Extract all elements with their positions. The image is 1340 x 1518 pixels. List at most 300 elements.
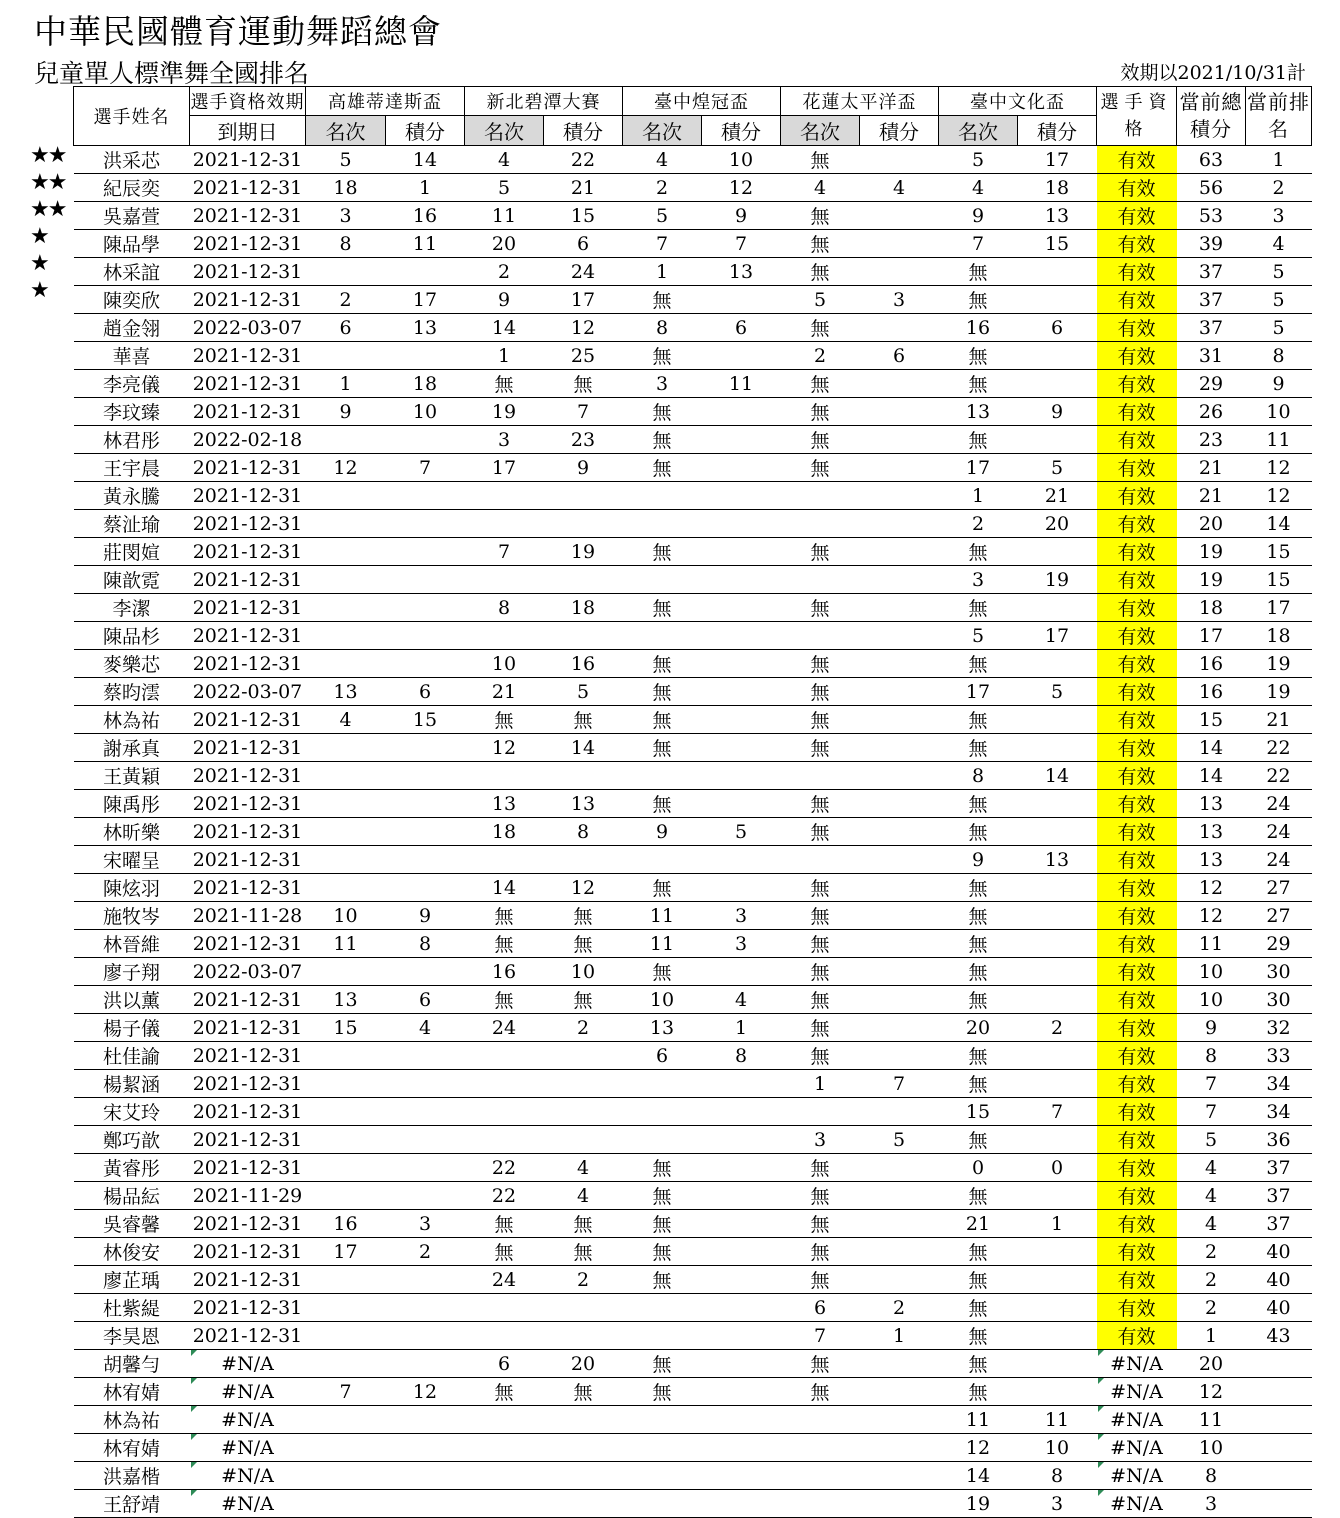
player-name: 杜紫緹 [74, 1294, 190, 1322]
competition-rank [306, 734, 386, 762]
competition-points [1018, 790, 1097, 818]
header-points: 積分 [386, 116, 465, 146]
qualification-status: 有效 [1097, 958, 1177, 986]
qualification-status: 有效 [1097, 622, 1177, 650]
competition-rank: 2 [623, 174, 702, 202]
competition-rank: 無 [623, 286, 702, 314]
competition-rank: 8 [623, 314, 702, 342]
header-competition-1: 高雄蒂達斯盃 [306, 87, 465, 116]
competition-rank: 無 [939, 594, 1018, 622]
competition-rank [306, 1434, 386, 1462]
competition-points [860, 1042, 939, 1070]
player-name: 洪以薰 [74, 986, 190, 1014]
competition-points [1018, 1238, 1097, 1266]
competition-points: 無 [544, 706, 623, 734]
competition-rank: 15 [939, 1098, 1018, 1126]
competition-rank [465, 1042, 544, 1070]
competition-points: 無 [544, 930, 623, 958]
table-row [74, 482, 1312, 510]
competition-rank [465, 482, 544, 510]
page-title: 中華民國體育運動舞蹈總會 [34, 12, 442, 51]
competition-points [702, 1490, 781, 1518]
competition-rank: 無 [781, 650, 860, 678]
competition-points: 3 [860, 286, 939, 314]
competition-points: 6 [386, 986, 465, 1014]
total-points: 10 [1177, 986, 1246, 1014]
expiry-date: 2022-02-18 [190, 426, 306, 454]
table-row [74, 846, 1312, 874]
competition-rank: 無 [781, 594, 860, 622]
competition-points [1018, 706, 1097, 734]
current-rank: 9 [1246, 370, 1312, 398]
qualification-status: #N/A [1097, 1350, 1177, 1378]
current-rank: 37 [1246, 1154, 1312, 1182]
competition-rank [306, 1070, 386, 1098]
qualification-status: 有效 [1097, 230, 1177, 258]
total-points: 11 [1177, 1406, 1246, 1434]
competition-rank: 17 [306, 1238, 386, 1266]
table-row [74, 1294, 1312, 1322]
table-row [74, 1378, 1312, 1406]
competition-points: 9 [1018, 398, 1097, 426]
competition-points [860, 258, 939, 286]
total-points: 10 [1177, 1434, 1246, 1462]
competition-rank: 22 [465, 1154, 544, 1182]
competition-points [1018, 538, 1097, 566]
total-points: 29 [1177, 370, 1246, 398]
competition-rank [781, 1462, 860, 1490]
expiry-date: 2021-12-31 [190, 1266, 306, 1294]
total-points: 2 [1177, 1294, 1246, 1322]
competition-points [1018, 902, 1097, 930]
competition-rank [781, 566, 860, 594]
competition-points: 9 [702, 202, 781, 230]
player-name: 謝承真 [74, 734, 190, 762]
total-points: 14 [1177, 734, 1246, 762]
competition-points [1018, 986, 1097, 1014]
competition-points [702, 1462, 781, 1490]
current-rank: 1 [1246, 146, 1312, 174]
competition-points [702, 1182, 781, 1210]
competition-points [860, 1378, 939, 1406]
expiry-date: 2021-12-31 [190, 846, 306, 874]
competition-points [1018, 594, 1097, 622]
competition-points [386, 1042, 465, 1070]
competition-points [702, 622, 781, 650]
competition-rank: 2 [306, 286, 386, 314]
competition-rank [465, 1294, 544, 1322]
total-points: 63 [1177, 146, 1246, 174]
competition-points [702, 482, 781, 510]
table-row [74, 1350, 1312, 1378]
competition-rank: 無 [465, 1210, 544, 1238]
competition-rank: 無 [939, 874, 1018, 902]
competition-rank [623, 510, 702, 538]
table-row [74, 286, 1312, 314]
header-rank: 名次 [939, 116, 1018, 146]
expiry-date: 2021-12-31 [190, 1042, 306, 1070]
competition-points [702, 510, 781, 538]
competition-points [702, 1126, 781, 1154]
competition-points: 19 [544, 538, 623, 566]
competition-points [860, 1154, 939, 1182]
competition-rank: 無 [623, 1378, 702, 1406]
header-rank: 名次 [781, 116, 860, 146]
competition-points [1018, 258, 1097, 286]
competition-rank: 無 [939, 286, 1018, 314]
current-rank: 21 [1246, 706, 1312, 734]
competition-points: 18 [544, 594, 623, 622]
competition-points [702, 1098, 781, 1126]
competition-rank: 6 [781, 1294, 860, 1322]
total-points: 4 [1177, 1154, 1246, 1182]
competition-rank: 3 [623, 370, 702, 398]
competition-points [1018, 1042, 1097, 1070]
competition-rank: 0 [939, 1154, 1018, 1182]
competition-points: 4 [702, 986, 781, 1014]
competition-points [860, 734, 939, 762]
competition-rank: 無 [623, 342, 702, 370]
competition-rank: 7 [781, 1322, 860, 1350]
qualification-status: 有效 [1097, 678, 1177, 706]
qualification-status: 有效 [1097, 258, 1177, 286]
competition-rank [781, 1406, 860, 1434]
competition-rank: 12 [939, 1434, 1018, 1462]
competition-rank: 無 [939, 1238, 1018, 1266]
competition-points: 無 [544, 986, 623, 1014]
total-points: 37 [1177, 258, 1246, 286]
header-competition-5: 臺中文化盃 [939, 87, 1097, 116]
qualification-status: 有效 [1097, 286, 1177, 314]
competition-points [702, 1070, 781, 1098]
table-row [74, 1406, 1312, 1434]
expiry-date: 2021-12-31 [190, 1294, 306, 1322]
header-competition-3: 臺中煌冠盃 [623, 87, 781, 116]
competition-rank: 無 [623, 538, 702, 566]
expiry-date: 2021-11-28 [190, 902, 306, 930]
competition-rank: 4 [623, 146, 702, 174]
competition-rank: 無 [623, 454, 702, 482]
competition-points: 5 [1018, 678, 1097, 706]
expiry-date: 2021-12-31 [190, 538, 306, 566]
header-competition-4: 花蓮太平洋盃 [781, 87, 939, 116]
competition-points [860, 1238, 939, 1266]
competition-points [860, 1014, 939, 1042]
competition-rank: 無 [781, 230, 860, 258]
competition-rank: 6 [623, 1042, 702, 1070]
table-row [74, 258, 1312, 286]
competition-points [386, 1182, 465, 1210]
player-name: 宋艾玲 [74, 1098, 190, 1126]
current-rank: 27 [1246, 902, 1312, 930]
competition-points: 20 [1018, 510, 1097, 538]
competition-rank [306, 1462, 386, 1490]
qualification-status: 有效 [1097, 762, 1177, 790]
competition-rank: 4 [939, 174, 1018, 202]
star-rating-icon: ★★ [30, 197, 66, 222]
competition-points: 2 [544, 1014, 623, 1042]
competition-points [386, 818, 465, 846]
current-rank [1246, 1434, 1312, 1462]
competition-rank: 無 [781, 314, 860, 342]
competition-points: 4 [860, 174, 939, 202]
competition-rank: 無 [781, 818, 860, 846]
competition-points [702, 594, 781, 622]
competition-points: 21 [1018, 482, 1097, 510]
competition-rank [306, 482, 386, 510]
competition-rank: 11 [939, 1406, 1018, 1434]
competition-rank: 12 [465, 734, 544, 762]
table-row [74, 930, 1312, 958]
expiry-date: 2021-12-31 [190, 818, 306, 846]
competition-points: 10 [386, 398, 465, 426]
qualification-status: 有效 [1097, 1098, 1177, 1126]
qualification-status: 有效 [1097, 454, 1177, 482]
competition-rank [306, 426, 386, 454]
competition-rank [465, 846, 544, 874]
total-points: 13 [1177, 818, 1246, 846]
competition-points [702, 734, 781, 762]
qualification-status: 有效 [1097, 202, 1177, 230]
competition-points [860, 762, 939, 790]
player-name: 王宇晨 [74, 454, 190, 482]
competition-rank: 無 [781, 790, 860, 818]
competition-rank: 3 [306, 202, 386, 230]
competition-rank: 無 [939, 1182, 1018, 1210]
current-rank: 40 [1246, 1266, 1312, 1294]
competition-points [860, 1182, 939, 1210]
competition-points [702, 874, 781, 902]
competition-rank: 1 [465, 342, 544, 370]
player-name: 王舒靖 [74, 1490, 190, 1518]
competition-points [386, 1462, 465, 1490]
competition-rank: 無 [939, 1126, 1018, 1154]
current-rank: 19 [1246, 678, 1312, 706]
competition-points [1018, 1322, 1097, 1350]
expiry-date: 2021-12-31 [190, 286, 306, 314]
header-validity: 選手資格效期 [190, 87, 306, 116]
expiry-date: 2021-12-31 [190, 398, 306, 426]
competition-rank [465, 1406, 544, 1434]
competition-rank [781, 762, 860, 790]
competition-rank: 無 [465, 706, 544, 734]
total-points: 10 [1177, 958, 1246, 986]
competition-points [386, 342, 465, 370]
total-points: 2 [1177, 1266, 1246, 1294]
competition-rank: 無 [465, 930, 544, 958]
competition-rank: 無 [939, 734, 1018, 762]
competition-points: 7 [860, 1070, 939, 1098]
header-points: 積分 [860, 116, 939, 146]
total-points: 26 [1177, 398, 1246, 426]
competition-points [702, 286, 781, 314]
expiry-date: 2021-12-31 [190, 146, 306, 174]
expiry-date: #N/A [190, 1350, 306, 1378]
competition-rank: 無 [939, 370, 1018, 398]
competition-points [544, 1434, 623, 1462]
total-points: 21 [1177, 454, 1246, 482]
competition-rank [781, 482, 860, 510]
star-rating-icon: ★ [30, 224, 48, 249]
player-name: 吳睿馨 [74, 1210, 190, 1238]
expiry-date: 2021-11-29 [190, 1182, 306, 1210]
competition-rank: 18 [465, 818, 544, 846]
current-rank: 24 [1246, 818, 1312, 846]
competition-rank: 無 [939, 258, 1018, 286]
competition-rank: 15 [306, 1014, 386, 1042]
expiry-date: 2021-12-31 [190, 594, 306, 622]
competition-points [860, 230, 939, 258]
competition-rank: 無 [781, 1378, 860, 1406]
qualification-status: #N/A [1097, 1490, 1177, 1518]
competition-points: 無 [544, 902, 623, 930]
total-points: 8 [1177, 1042, 1246, 1070]
current-rank: 10 [1246, 398, 1312, 426]
competition-rank: 1 [781, 1070, 860, 1098]
expiry-date: 2021-12-31 [190, 370, 306, 398]
competition-points: 4 [386, 1014, 465, 1042]
competition-points: 13 [386, 314, 465, 342]
competition-rank [306, 1266, 386, 1294]
qualification-status: 有效 [1097, 510, 1177, 538]
header-current-rank: 當前排名 [1246, 87, 1312, 146]
ranking-table [73, 86, 1312, 1518]
competition-rank: 無 [781, 398, 860, 426]
competition-rank [306, 258, 386, 286]
competition-rank [306, 622, 386, 650]
competition-points [386, 1098, 465, 1126]
competition-points [386, 1406, 465, 1434]
competition-rank [465, 1434, 544, 1462]
competition-rank: 16 [306, 1210, 386, 1238]
total-points: 4 [1177, 1210, 1246, 1238]
competition-points [860, 930, 939, 958]
competition-points [1018, 1182, 1097, 1210]
competition-rank [306, 874, 386, 902]
current-rank: 43 [1246, 1322, 1312, 1350]
competition-rank: 24 [465, 1266, 544, 1294]
competition-points: 20 [544, 1350, 623, 1378]
competition-rank: 20 [465, 230, 544, 258]
total-points: 20 [1177, 510, 1246, 538]
qualification-status: 有效 [1097, 1154, 1177, 1182]
competition-rank: 19 [939, 1490, 1018, 1518]
competition-rank: 20 [939, 1014, 1018, 1042]
competition-points: 12 [386, 1378, 465, 1406]
competition-points [860, 678, 939, 706]
player-name: 陳奕欣 [74, 286, 190, 314]
expiry-date: 2021-12-31 [190, 622, 306, 650]
competition-points [702, 846, 781, 874]
total-points: 37 [1177, 314, 1246, 342]
competition-rank: 無 [939, 1350, 1018, 1378]
total-points: 1 [1177, 1322, 1246, 1350]
table-row [74, 594, 1312, 622]
total-points: 14 [1177, 762, 1246, 790]
qualification-status: 有效 [1097, 594, 1177, 622]
total-points: 16 [1177, 678, 1246, 706]
competition-rank: 4 [465, 146, 544, 174]
table-row [74, 510, 1312, 538]
competition-rank [306, 1490, 386, 1518]
table-row [74, 1126, 1312, 1154]
competition-points [860, 314, 939, 342]
competition-points: 11 [1018, 1406, 1097, 1434]
competition-rank [623, 1294, 702, 1322]
table-row [74, 538, 1312, 566]
expiry-date: 2022-03-07 [190, 678, 306, 706]
competition-rank: 14 [939, 1462, 1018, 1490]
competition-points [702, 1406, 781, 1434]
competition-points: 2 [544, 1266, 623, 1294]
competition-points [544, 1322, 623, 1350]
total-points: 11 [1177, 930, 1246, 958]
competition-points: 1 [386, 174, 465, 202]
competition-points: 無 [544, 370, 623, 398]
competition-points [544, 510, 623, 538]
competition-points: 0 [1018, 1154, 1097, 1182]
competition-points [1018, 874, 1097, 902]
competition-rank [306, 818, 386, 846]
current-rank: 22 [1246, 762, 1312, 790]
effective-date-note: 效期以2021/10/31計 [1120, 62, 1306, 84]
table-row [74, 818, 1312, 846]
competition-rank [306, 1322, 386, 1350]
competition-rank: 無 [781, 902, 860, 930]
competition-points [860, 594, 939, 622]
competition-points [386, 1126, 465, 1154]
competition-rank: 無 [623, 874, 702, 902]
competition-points [860, 398, 939, 426]
competition-rank: 無 [623, 706, 702, 734]
competition-points [702, 678, 781, 706]
competition-points: 無 [544, 1210, 623, 1238]
competition-points [1018, 930, 1097, 958]
player-name: 蔡沚瑜 [74, 510, 190, 538]
competition-rank: 2 [781, 342, 860, 370]
competition-points [386, 594, 465, 622]
player-name: 楊子儀 [74, 1014, 190, 1042]
competition-points [386, 426, 465, 454]
total-points: 9 [1177, 1014, 1246, 1042]
qualification-status: #N/A [1097, 1434, 1177, 1462]
competition-rank: 1 [306, 370, 386, 398]
competition-rank: 6 [306, 314, 386, 342]
page-subtitle: 兒童單人標準舞全國排名 [34, 59, 310, 88]
competition-rank: 19 [465, 398, 544, 426]
competition-points [860, 370, 939, 398]
competition-rank: 無 [781, 1210, 860, 1238]
competition-rank [465, 622, 544, 650]
competition-rank: 3 [781, 1126, 860, 1154]
table-row [74, 650, 1312, 678]
competition-points [1018, 958, 1097, 986]
competition-points [860, 958, 939, 986]
competition-rank [306, 566, 386, 594]
competition-points [544, 566, 623, 594]
competition-rank: 18 [306, 174, 386, 202]
competition-rank: 1 [939, 482, 1018, 510]
competition-points: 8 [544, 818, 623, 846]
total-points: 8 [1177, 1462, 1246, 1490]
expiry-date: 2021-12-31 [190, 986, 306, 1014]
competition-points [1018, 1294, 1097, 1322]
competition-rank: 無 [939, 538, 1018, 566]
qualification-status: 有效 [1097, 342, 1177, 370]
competition-rank: 無 [939, 342, 1018, 370]
competition-points [1018, 370, 1097, 398]
competition-rank [306, 1042, 386, 1070]
